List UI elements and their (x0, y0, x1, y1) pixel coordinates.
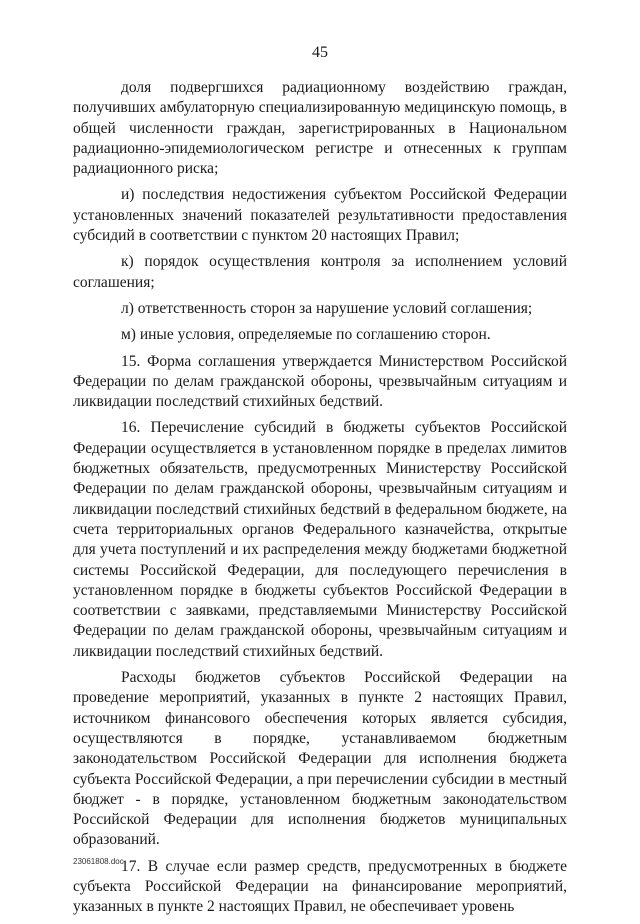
page-number: 45 (312, 44, 328, 61)
paragraph: Расходы бюджетов субъектов Российской Федерации на проведение мероприятий, указанных в пункте 2 настоящих Правил, источником финансового обеспечения которых является субсидия, осуществляются в порядке, устанавливаемом бюджетным законодательством Российской Федерации для исполнения бюджета субъекта Российской Федерации, а при перечислении субсидии в местный бюджет - в порядке, установленном бюджетным законодательством Российской Федерации для исполнения бюджетов муниципальных образований. (73, 669, 567, 849)
footer-filename: 23061808.doc (73, 857, 124, 866)
paragraph: 17. В случае если размер средств, предусмотренных в бюджете субъекта Российской Федерации на финансирование мероприятий, указанных в пункте 2 настоящих Правил, не обеспечивает уровень (73, 857, 567, 916)
paragraph: 15. Форма соглашения утверждается Министерством Российской Федерации по делам гражданской обороны, чрезвычайным ситуациям и ликвидации последствий стихийных бедствий. (73, 352, 567, 411)
paragraph: к) порядок осуществления контроля за исполнением условий соглашения; (73, 253, 567, 291)
paragraph: м) иные условия, определяемые по соглашению сторон. (121, 326, 491, 344)
paragraph: 16. Перечисление субсидий в бюджеты субъектов Российской Федерации осуществляется в установленном порядке в пределах лимитов бюджетных обязательств, предусмотренных Министерству Российской Федерации по делам гражданской обороны, чрезвычайным ситуациям и ликвидации последствий стихийных бедствий в федеральном бюджете, на счета территориальных органов Федерального казначейства, открытые для учета поступлений и их распределения между бюджетами бюджетной системы Российской Федерации, для последующего перечисления в установленном порядке в бюджеты субъектов Российской Федерации в соответствии с заявками, представляемыми Министерству Российской Федерации по делам гражданской обороны, чрезвычайным ситуациям и ликвидации последствий стихийных бедствий. (73, 419, 567, 660)
paragraph: доля подвергшихся радиационному воздействию граждан, получивших амбулаторную специализированную медицинскую помощь, в общей численности граждан, зарегистрированных в Национальном радиационно-эпидемиологическом регистре и отнесенных к группам радиационного риска; (73, 79, 567, 178)
paragraph: и) последствия недостижения субъектом Российской Федерации установленных значений показателей результативности предоставления субсидий в соответствии с пунктом 20 настоящих Правил; (73, 186, 567, 245)
document-body (73, 78, 567, 924)
paragraph: л) ответственность сторон за нарушение условий соглашения; (121, 299, 533, 317)
